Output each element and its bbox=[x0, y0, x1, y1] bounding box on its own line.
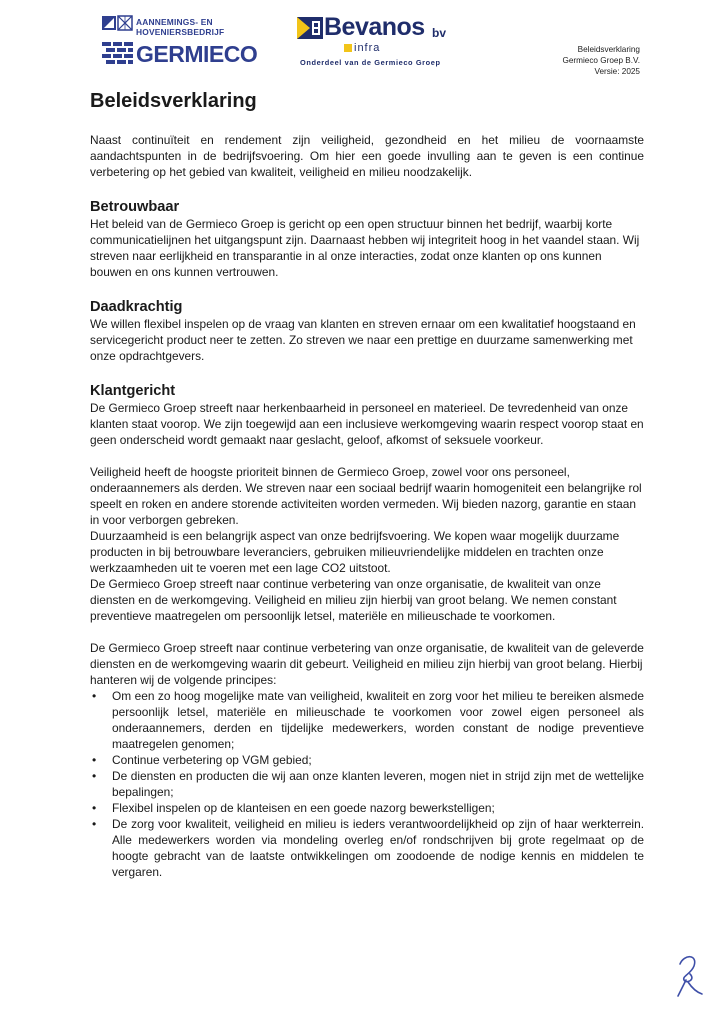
section-heading-daadkrachtig: Daadkrachtig bbox=[90, 299, 183, 315]
list-item: • Om een zo hoog mogelijke mate van veiligheid, kwaliteit en zorg voor het milieu te bereiken alsmede persoonlijk letsel, materiële en milieuschade te voorkomen voor zowel eigen personeel als onderaannemers, derden en tijdelijke medewerkers, worden constant de nodige preventieve maatregelen genomen; bbox=[112, 688, 644, 752]
list-item: • De zorg voor kwaliteit, veiligheid en milieu is ieders verantwoordelijkheid op zijn of haar werkterrein. Alle medewerkers worden via mondeling overleg en/of rondschrijven bij grote regelmaat op de hoogte gebracht van de laatste ontwikkelingen om zoodoende de nodige kennis en middelen te vergaren. bbox=[112, 816, 644, 880]
bevanos-parent-line: Onderdeel van de Germieco Groep bbox=[300, 58, 441, 67]
section-heading-betrouwbaar: Betrouwbaar bbox=[90, 199, 180, 215]
list-item: • Continue verbetering op VGM gebied; bbox=[112, 752, 644, 768]
list-item: • De diensten en producten die wij aan onze klanten leveren, mogen niet in strijd zijn met de wettelijke bepalingen; bbox=[112, 768, 644, 800]
infra-marker-icon bbox=[344, 44, 352, 52]
intro-paragraph: Naast continuïteit en rendement zijn veiligheid, gezondheid en het milieu de voornaamste aandachtspunten in de bedrijfsvoering. Om hier een goede invulling aan te geven is een continue verbetering op het gebied van kwaliteit, veiligheid en milieu noodzakelijk. bbox=[90, 133, 644, 179]
section-heading-klantgericht: Klantgericht bbox=[90, 383, 176, 399]
meta-title: Beleidsverklaring bbox=[577, 45, 640, 54]
principles-intro: De Germieco Groep streeft naar continue verbetering van onze organisatie, de kwaliteit van de geleverde diensten en de werkomgeving waarin dit gebeurt. Veiligheid en milieu zijn hierbij van groot belang. Hierbij hanteren wij de volgende principes: bbox=[90, 641, 644, 687]
document-title: Beleidsverklaring bbox=[90, 90, 257, 112]
sustainability-paragraph: Duurzaamheid is een belangrijk aspect van onze bedrijfsvoering. We kopen waar mogelijk duurzame producten in bij betrouwbare leveranciers, gebruiken milieuvriendelijke middelen en trachten onze werkzaamheden uit te voeren met een lage CO2 uitstoot. bbox=[90, 529, 620, 575]
document-body bbox=[90, 132, 644, 880]
germieco-tagline-line-2: HOVENIERSBEDRIJF bbox=[136, 27, 225, 37]
document-meta bbox=[562, 44, 640, 77]
germieco-tagline-line-1: AANNEMINGS- EN bbox=[136, 17, 213, 27]
germieco-brand-name: GERMIECO bbox=[136, 41, 258, 67]
bevanos-name: Bevanos bbox=[324, 13, 425, 41]
germieco-emblem-icon bbox=[100, 14, 136, 68]
signature-initial bbox=[672, 950, 706, 1000]
section-text-klantgericht: De Germieco Groep streeft naar herkenbaarheid in personeel en materieel. De tevredenheid van onze klanten staat voorop. We zijn toegewijd aan een inclusieve werkomgeving waarin respect voorop staat en geen onderscheid wordt gemaakt naar geslacht, geloof, afkomst of seksuele voorkeur. bbox=[90, 401, 644, 447]
germieco-tagline bbox=[136, 17, 224, 37]
bevanos-logo bbox=[296, 13, 456, 70]
improvement-paragraph: De Germieco Groep streeft naar continue verbetering van onze organisatie, de kwaliteit van onze diensten en de werkomgeving. Veiligheid en milieu zijn hierbij van groot belang. We nemen constant preventieve maatregelen om persoonlijk letsel, materiële en milieuschade te voorkomen. bbox=[90, 577, 617, 623]
germieco-logo bbox=[100, 14, 258, 68]
section-text-betrouwbaar: Het beleid van de Germieco Groep is gericht op een open structuur binnen het bedrijf, waarbij korte communicatielijnen het uitgangspunt zijn. Daarnaast hebben wij integriteit hoog in het vaandel staan. Wij streven naar eerlijkheid en transparantie in al onze interacties, zodat onze klanten op ons kunnen bouwen en ons kunnen vertrouwen. bbox=[90, 217, 640, 279]
bevanos-suffix: bv bbox=[432, 26, 447, 40]
bevanos-emblem-icon bbox=[296, 16, 326, 42]
bevanos-infra: infra bbox=[354, 42, 381, 54]
list-item: • Flexibel inspelen op de klanteisen en een goede nazorg bewerkstelligen; bbox=[112, 800, 644, 816]
principles-list bbox=[90, 688, 644, 880]
safety-paragraph: Veiligheid heeft de hoogste prioriteit binnen de Germieco Groep, zowel voor ons personeel, onderaannemers als derden. We streven naar een sociaal bedrijf waarin homogeniteit een belangrijke rol speelt en roken en andere storende activiteiten worden vermeden. Wij bieden nazorg, garantie en staan in voor verborgen gebreken. bbox=[90, 465, 642, 527]
section-text-daadkrachtig: We willen flexibel inspelen op de vraag van klanten en streven ernaar om een kwalitatief hoogstaand en servicegericht product neer te zetten. Zo streven we naar een prettige en duurzame samenwerking met onze opdrachtgevers. bbox=[90, 317, 636, 363]
meta-company: Germieco Groep B.V. bbox=[562, 56, 640, 65]
meta-version: Versie: 2025 bbox=[594, 67, 640, 76]
